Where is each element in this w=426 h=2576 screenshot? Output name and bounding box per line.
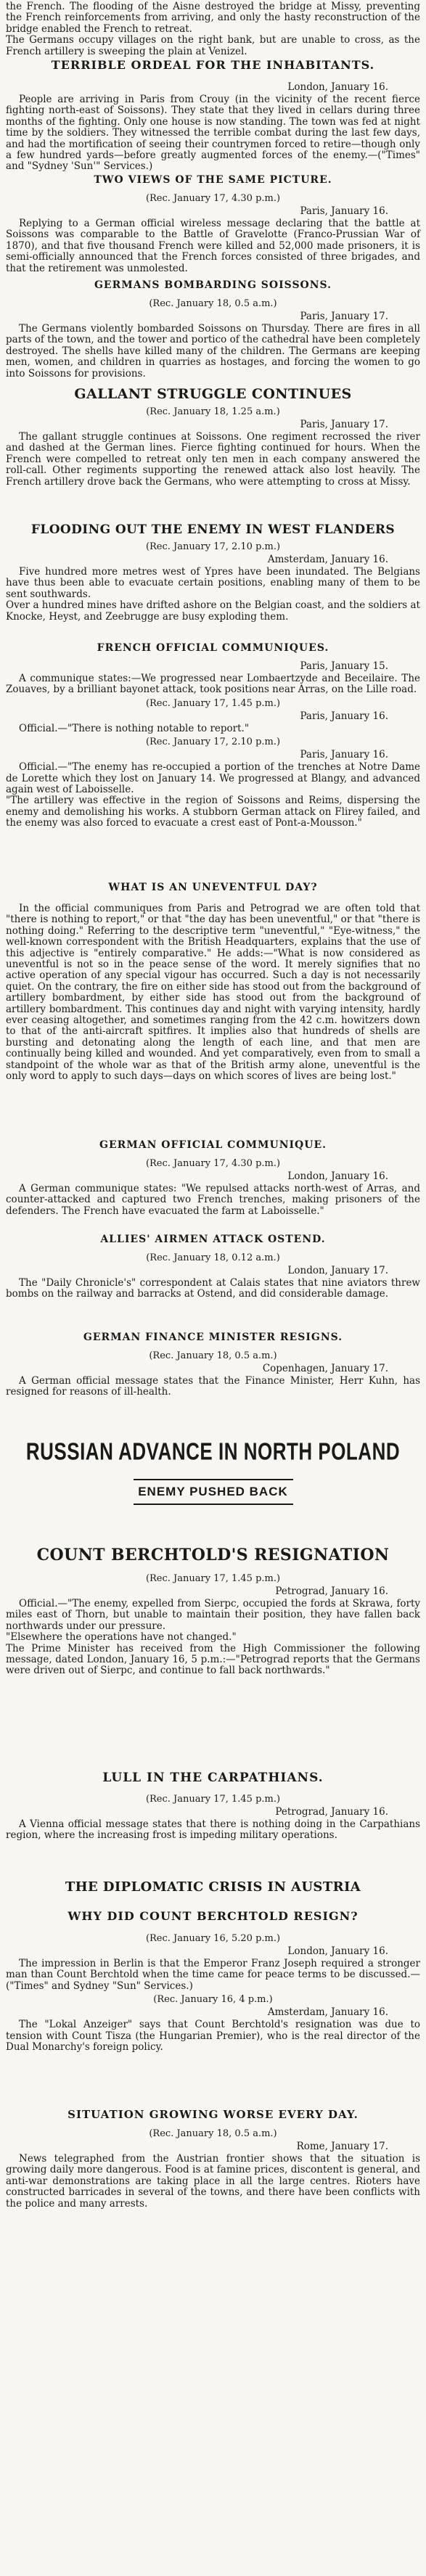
received-time: (Rec. January 17, 2.10 p.m.) <box>145 541 281 552</box>
dateline: London, January 16. <box>287 1170 388 1182</box>
received-time: (Rec. January 18, 0.5 a.m.) <box>149 1350 277 1361</box>
dateline: Amsterdam, January 16. <box>267 2006 388 2019</box>
article-finance-minister <box>6 1332 420 1398</box>
received-time: (Rec. January 16, 5.20 p.m.) <box>145 1933 281 1944</box>
article-germans-bombarding <box>6 279 420 380</box>
dateline: Amsterdam, January 16. <box>267 554 388 565</box>
article-gallant-struggle <box>6 386 420 488</box>
article-heading: COUNT BERCHTOLD'S RESIGNATION <box>36 1546 390 1564</box>
article-body: The Germans violently bombarded Soissons on Thursday. There are fires in all parts of the town, and the tower and portico of the cathedral have been completely destroyed. The shells have killed many of the children. The Germans are keeping men, women, and children in quarries as hostages, and forcing the women to go into Soissons for provisions. <box>6 323 420 380</box>
sub-headline: ENEMY PUSHED BACK <box>134 1479 293 1505</box>
dateline: Paris, January 16. <box>300 710 388 722</box>
article-heading: GERMANS BOMBARDING SOISSONS. <box>94 279 332 291</box>
article-heading: FLOODING OUT THE ENEMY IN WEST FLANDERS <box>30 522 396 537</box>
dateline: Copenhagen, January 17. <box>262 1363 388 1374</box>
received-time: (Rec. January 18, 0.5 a.m.) <box>149 298 277 309</box>
article-heading: FRENCH OFFICIAL COMMUNIQUES. <box>97 642 329 654</box>
dateline: Paris, January 15. <box>300 660 388 672</box>
article-heading: GALLANT STRUGGLE CONTINUES <box>74 386 352 402</box>
dateline: London, January 16. <box>287 1945 388 1957</box>
article-subheading: WHY DID COUNT BERCHTOLD RESIGN? <box>67 1909 359 1923</box>
article-heading: TERRIBLE ORDEAL FOR THE INHABITANTS. <box>51 58 375 72</box>
article-body: A German official message states that the Finance Minister, Herr Kuhn, has resigned for reasons of ill-health. <box>6 1375 420 1398</box>
received-time: (Rec. January 17, 1.45 p.m.) <box>145 1573 281 1584</box>
dateline: Petrograd, January 16. <box>275 1586 388 1597</box>
article-flooding-out <box>6 522 420 623</box>
dateline: Paris, January 16. <box>300 749 388 761</box>
article-uneventful-day <box>6 882 420 1083</box>
article-body: Official.—"The enemy, expelled from Sierpc, occupied the fords at Skrawa, forty miles east of Thorn, but unable to maintain their position, they have fallen back northwards under our pressure. "Elsewhere the operations have not changed." The Prime Minister has received from the High Commissioner the following message, dated London, January 16, 5 p.m.:—"Petrograd reports that the Germans were driven out of Sierpc, and continue to fall back northwards." <box>6 1598 420 1677</box>
dateline: London, January 17. <box>287 1265 388 1276</box>
article-situation-worse <box>6 2108 420 2210</box>
article-body: In the official communiques from Paris and Petrograd we are often told that "there is nothing to report," or that "the day has been uneventful," or that "there is nothing doing." Referring to the descriptive term "uneventful," "Eye-witness," the well-known correspondent with the British Headquarters, explains that the use of this adjective is "entirely comparative." He adds:—"What is now considered as uneventful is not so in the peace sense of the word. It merely signifies that no active operation of any special vigour has occurred. Such a day is not necessarily quiet. On the contrary, the fire on either side has stood out from the background of artillery bombardment, by either side has stood out from the background of artillery bombardment. This continues day and night with varying intensity, hardly ever ceasing altogether, and sometimes ranging from the 42 c.m. howitzers down to that of the anti-aircraft spitfires. It implies also that hundreds of shells are bursting and detonating along the length of each line, and that men are continually being killed and wounded. And yet comparatively, even from to small a standpoint of the whole war as that of the British army alone, uneventful is the only word to apply to such days—days on which scores of lives are being lost." <box>6 903 420 1083</box>
article-heading: LULL IN THE CARPATHIANS. <box>102 1771 324 1785</box>
received-time: (Rec. January 17, 2.10 p.m.) <box>145 737 281 748</box>
article-french-official <box>6 642 420 829</box>
received-time: (Rec. January 17, 1.45 p.m.) <box>145 1794 281 1805</box>
intro-section <box>6 1 420 57</box>
article-german-official <box>6 1139 420 1217</box>
article-body: A Vienna official message states that there is nothing doing in the Carpathians region, where the increasing frost is impeding military operations. <box>6 1818 420 1842</box>
article-heading: GERMAN FINANCE MINISTER RESIGNS. <box>83 1332 343 1343</box>
article-heading: GERMAN OFFICIAL COMMUNIQUE. <box>99 1139 327 1151</box>
article-heading: ALLIES' AIRMEN ATTACK OSTEND. <box>100 1234 326 1245</box>
article-berchtold-resignation <box>6 1546 420 1677</box>
dateline: Paris, January 16. <box>300 205 388 217</box>
article-heading: TWO VIEWS OF THE SAME PICTURE. <box>94 174 332 186</box>
received-time: (Rec. January 17, 4.30 p.m.) <box>145 1158 281 1169</box>
article-body: Official.—"There is nothing notable to report." <box>19 722 250 734</box>
article-body: News telegraphed from the Austrian frontier shows that the situation is growing daily more dangerous. Food is at famine prices, discontent is general, and anti-war demonstrations are taking place in all the large centres. Rioters have constructed barricades in several of the towns, and there have been conflicts with the police and many arrests. <box>6 2153 420 2210</box>
received-time: (Rec. January 18, 0.12 a.m.) <box>146 1252 280 1263</box>
article-body: Replying to a German official wireless message declaring that the battle at Soissons was comparable to the Battle of Gravelotte (Franco-Prussian War of 1870), and that five thousand French were killed and 52,000 made prisoners, it is semi-officially announced that the French forces consisted of three brigades, and that the retirement was unmolested. <box>6 218 420 274</box>
received-time: (Rec. January 18, 1.25 a.m.) <box>146 406 280 417</box>
dateline: Paris, January 17. <box>300 311 388 322</box>
received-time: (Rec. January 16, 4 p.m.) <box>153 1994 273 2006</box>
article-body: People are arriving in Paris from Crouy (in the vicinity of the recent fierce fighting north-east of Soissons). They state that they lived in cellars during three months of the fighting. Only one house is now standing. The town was fed at night time by the soldiers. They witnessed the terrible combat during the last few days, and had the mortification of seeing their countrymen forced to retire—though only a few hundred yards—before greatly augmented forces of the enemy.—("Times" and "Sydney 'Sun'" Services.) <box>6 94 420 173</box>
article-diplomatic-crisis <box>6 1879 420 2053</box>
article-body: The impression in Berlin is that the Emperor Franz Joseph required a stronger man than Count Berchtold when the time came for peace terms to be discussed.—("Times" and Sydney "Sun" Services.) <box>6 1958 420 1992</box>
article-terrible-ordeal <box>6 58 420 173</box>
article-heading: SITUATION GROWING WORSE EVERY DAY. <box>67 2108 359 2121</box>
article-two-views <box>6 174 420 274</box>
received-time: (Rec. January 18, 0.5 a.m.) <box>149 2128 277 2139</box>
article-body: Five hundred more metres west of Ypres have been inundated. The Belgians have thus been able to evacuate certain positions, enabling many of them to be sent southwards. Over a hundred mines have drifted ashore on the Belgian coast, and the soldiers at Knocke, Heyst, and Zeebrugge are busy exploding them. <box>6 566 420 623</box>
article-lull-carpathians <box>6 1771 420 1842</box>
dateline: London, January 16. <box>287 81 388 93</box>
dateline: Rome, January 17. <box>296 2141 388 2152</box>
article-body: Official.—"The enemy has re-occupied a portion of the trenches at Notre Dame de Lorette which they lost on January 14. We progressed at Blangy, and advanced again west of Laboisselle. "The artillery was effective in the region of Soissons and Reims, dispersing the enemy and demolishing his works. A stubborn German attack on Flirey failed, and the enemy was also forced to evacuate a crest east of Pont-a-Mousson." <box>6 761 420 829</box>
intro-paragraph: the French. The flooding of the Aisne destroyed the bridge at Missy, preventing the French reinforcements from arriving, and only the hasty reconstruction of the bridge enabled the French to retreat. The Germans occupy villages on the right bank, but are unable to cross, as the French artillery is sweeping the plain at Venizel. <box>6 1 420 57</box>
article-heading: WHAT IS AN UNEVENTFUL DAY? <box>108 882 318 893</box>
dateline: Paris, January 17. <box>300 419 388 430</box>
dateline: Petrograd, January 16. <box>275 1806 388 1818</box>
article-body: The gallant struggle continues at Soissons. One regiment recrossed the river and dashed at the German lines. Fierce fighting continued for hours. When the French were compelled to retreat only ten men in each company answered the roll-call. Other regiments supporting the renewed attack also lost heavily. The French artillery drove back the Germans, who were attempting to cross at Missy. <box>6 431 420 488</box>
russia-headline-block <box>6 1437 420 1505</box>
article-body: A communique states:—We progressed near Lombaertzyde and Beceilaire. The Zouaves, by a brilliant bayonet attack, took positions near Arras, on the Lille road. <box>6 673 420 696</box>
received-time: (Rec. January 17, 1.45 p.m.) <box>145 697 281 709</box>
article-airmen-ostend <box>6 1234 420 1300</box>
article-body: The "Daily Chronicle's" correspondent at Calais states that nine aviators threw bombs on the railway and barracks at Ostend, and did considerable damage. <box>6 1277 420 1300</box>
article-heading: THE DIPLOMATIC CRISIS IN AUSTRIA <box>65 1879 361 1895</box>
article-body: A German communique states: "We repulsed attacks north-west of Arras, and counter-attacked and captured two French trenches, making prisoners of the defenders. The French have evacuated the farm at Laboisselle." <box>6 1183 420 1217</box>
main-headline: RUSSIAN ADVANCE IN NORTH POLAND <box>25 1437 401 1466</box>
received-time: (Rec. January 17, 4.30 p.m.) <box>145 193 281 204</box>
article-body: The "Lokal Anzeiger" says that Count Berchtold's resignation was due to tension with Count Tisza (the Hungarian Premier), who is the real director of the Dual Monarchy's foreign policy. <box>6 2019 420 2054</box>
